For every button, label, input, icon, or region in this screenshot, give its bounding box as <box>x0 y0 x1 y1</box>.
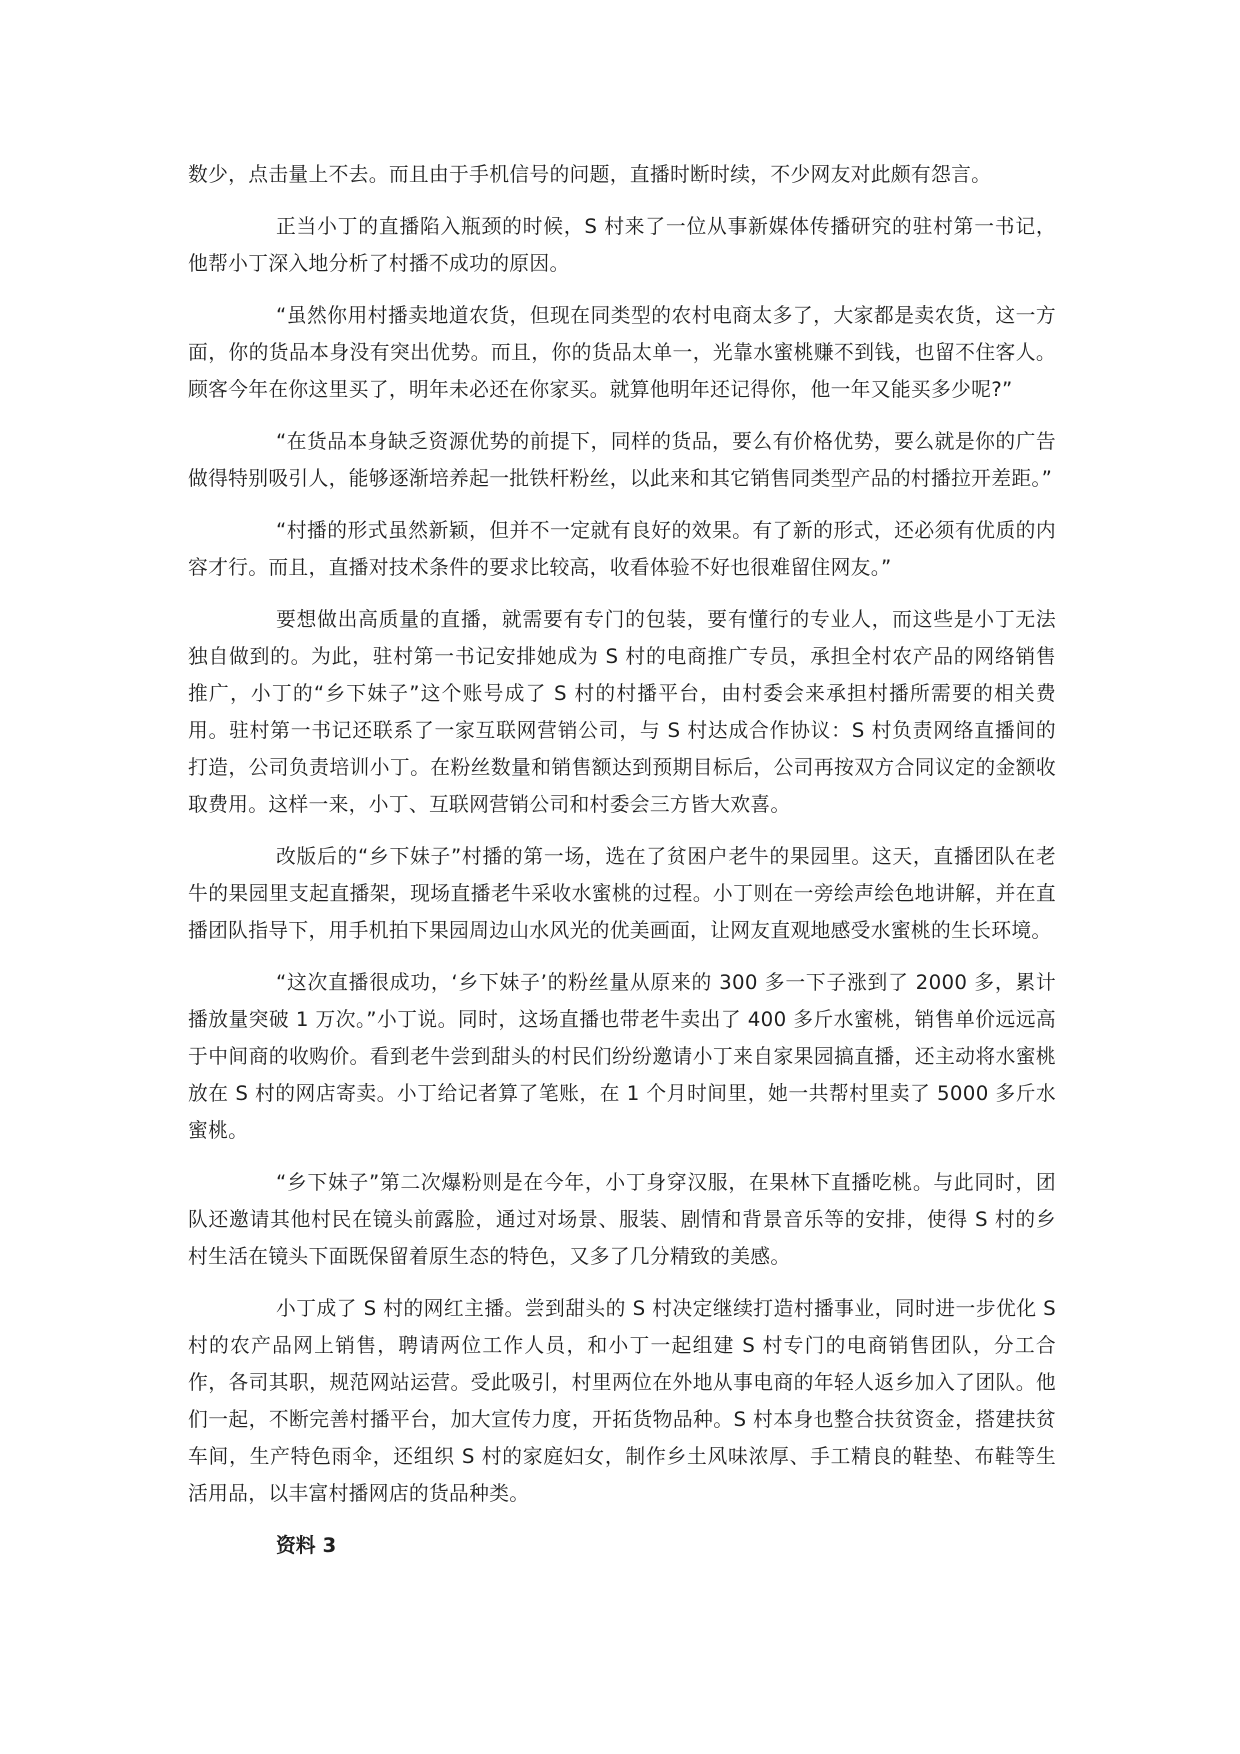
paragraph-continuation: 数少，点击量上不去。而且由于手机信号的问题，直播时断时续，不少网友对此颇有怨言。 <box>188 163 992 186</box>
paragraph: 小丁成了 S 村的网红主播。尝到甜头的 S 村决定继续打造村播事业，同时进一步优化 S 村的农产品网上销售，聘请两位工作人员，和小丁一起组建 S 村专门的电商销售团队，分工合作，各司其职，规范网站运营。受此吸引，村里两位在外地从事电商的年轻人返乡加入了团队。他们一起，不断完善村播平台，加大宣传力度，开拓货物品种。S 村本身也整合扶贫资金，搭建扶贫车间，生产特色雨伞，还组织 S 村的家庭妇女，制作乡土风味浓厚、手工精良的鞋垫、布鞋等生活用品，以丰富村播网店的货品种类。 <box>188 1297 1056 1505</box>
paragraph: 改版后的“乡下妹子”村播的第一场，选在了贫困户老牛的果园里。这天，直播团队在老牛的果园里支起直播架，现场直播老牛采收水蜜桃的过程。小丁则在一旁绘声绘色地讲解，并在直播团队指导下，用手机拍下果园周边山水风光的优美画面，让网友直观地感受水蜜桃的生长环境。 <box>188 845 1056 942</box>
paragraph-quote: “在货品本身缺乏资源优势的前提下，同样的货品，要么有价格优势，要么就是你的广告做得特别吸引人，能够逐渐培养起一批铁杆粉丝，以此来和其它销售同类型产品的村播拉开差距。” <box>188 430 1056 490</box>
paragraph-quote: “村播的形式虽然新颖，但并不一定就有良好的效果。有了新的形式，还必须有优质的内容才行。而且，直播对技术条件的要求比较高，收看体验不好也很难留住网友。” <box>188 519 1056 579</box>
document-page <box>188 156 1056 1564</box>
section-heading: 资料 3 <box>276 1534 337 1557</box>
paragraph-quote: “虽然你用村播卖地道农货，但现在同类型的农村电商太多了，大家都是卖农货，这一方面，你的货品本身没有突出优势。而且，你的货品太单一，光靠水蜜桃赚不到钱，也留不住客人。顾客今年在你这里买了，明年未必还在你家买。就算他明年还记得你，他一年又能买多少呢?” <box>188 304 1056 401</box>
paragraph: 要想做出高质量的直播，就需要有专门的包装，要有懂行的专业人，而这些是小丁无法独自做到的。为此，驻村第一书记安排她成为 S 村的电商推广专员，承担全村农产品的网络销售推广，小丁的“乡下妹子”这个账号成了 S 村的村播平台，由村委会来承担村播所需要的相关费用。驻村第一书记还联系了一家互联网营销公司，与 S 村达成合作协议：S 村负责网络直播间的打造，公司负责培训小丁。在粉丝数量和销售额达到预期目标后，公司再按双方合同议定的金额收取费用。这样一来，小丁、互联网营销公司和村委会三方皆大欢喜。 <box>188 608 1056 816</box>
paragraph-quote: “这次直播很成功，‘乡下妹子’的粉丝量从原来的 300 多一下子涨到了 2000 多，累计播放量突破 1 万次。”小丁说。同时，这场直播也带老牛卖出了 400 多斤水蜜桃，销售单价远远高于中间商的收购价。看到老牛尝到甜头的村民们纷纷邀请小丁来自家果园搞直播，还主动将水蜜桃放在 S 村的网店寄卖。小丁给记者算了笔账，在 1 个月时间里，她一共帮村里卖了 5000 多斤水蜜桃。 <box>188 971 1056 1142</box>
paragraph: 正当小丁的直播陷入瓶颈的时候，S 村来了一位从事新媒体传播研究的驻村第一书记，他帮小丁深入地分析了村播不成功的原因。 <box>188 215 1056 275</box>
paragraph: “乡下妹子”第二次爆粉则是在今年，小丁身穿汉服，在果林下直播吃桃。与此同时，团队还邀请其他村民在镜头前露脸，通过对场景、服装、剧情和背景音乐等的安排，使得 S 村的乡村生活在镜头下面既保留着原生态的特色，又多了几分精致的美感。 <box>188 1171 1056 1268</box>
